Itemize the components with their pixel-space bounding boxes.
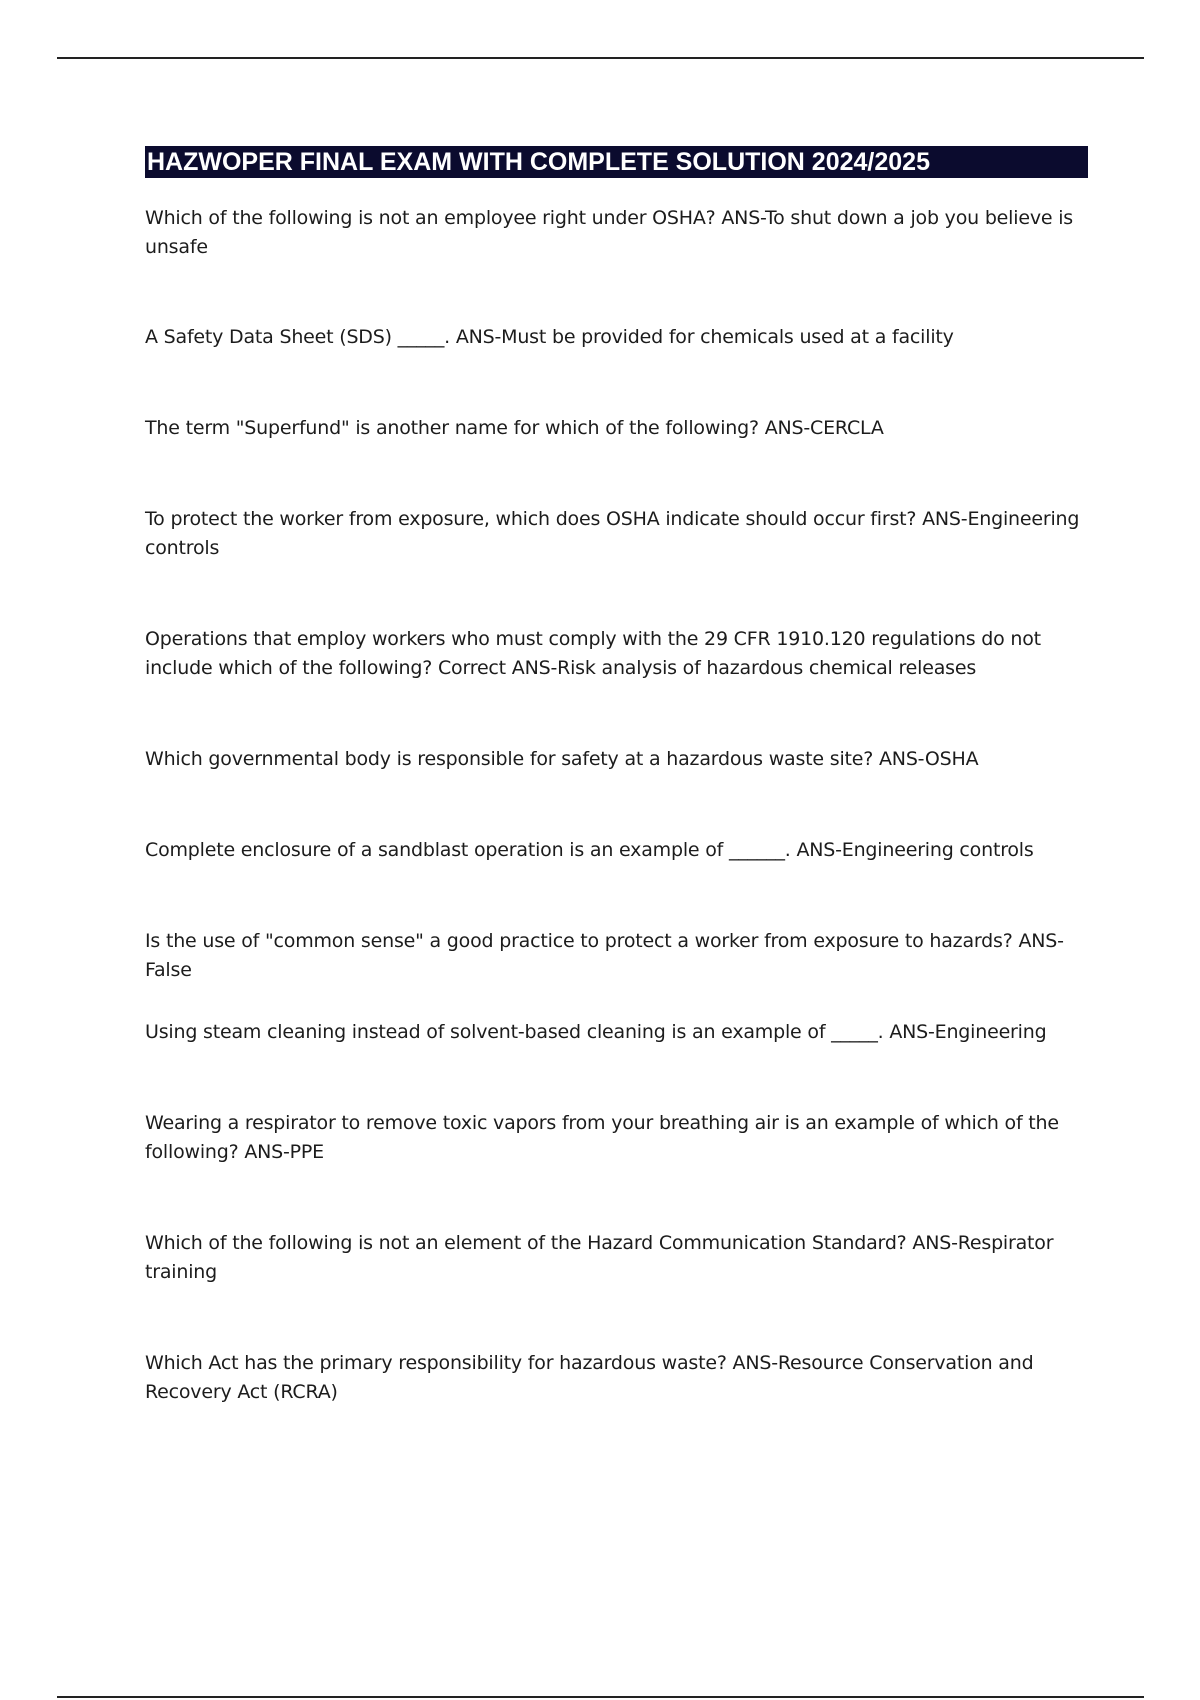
qa-item-5: Operations that employ workers who must comply with the 29 CFR 1910.120 regulations do not include which of the following? Correct ANS-Risk analysis of hazardous chemical releases [145, 628, 1041, 679]
qa-item-4: To protect the worker from exposure, which does OSHA indicate should occur first? ANS-Engineering controls [145, 508, 1080, 559]
qa-item-12: Which Act has the primary responsibility for hazardous waste? ANS-Resource Conservation and Recovery Act (RCRA) [145, 1352, 1034, 1403]
qa-item-2: A Safety Data Sheet (SDS) _____. ANS-Must be provided for chemicals used at a facility [145, 326, 954, 348]
qa-item-6: Which governmental body is responsible for safety at a hazardous waste site? ANS-OSHA [145, 748, 979, 770]
qa-item-3: The term "Superfund" is another name for which of the following? ANS-CERCLA [145, 417, 884, 439]
qa-item-7: Complete enclosure of a sandblast operation is an example of ______. ANS-Engineering controls [145, 839, 1034, 861]
page-bottom-rule [57, 1696, 1144, 1698]
qa-item-8: Is the use of "common sense" a good practice to protect a worker from exposure to hazards? ANS-False [145, 930, 1064, 981]
document-title: HAZWOPER FINAL EXAM WITH COMPLETE SOLUTION 2024/2025 [145, 146, 1088, 178]
qa-item-10: Wearing a respirator to remove toxic vapors from your breathing air is an example of which of the following? ANS-PPE [145, 1112, 1059, 1163]
qa-item-9: Using steam cleaning instead of solvent-based cleaning is an example of _____. ANS-Engineering [145, 1021, 1047, 1043]
qa-item-11: Which of the following is not an element of the Hazard Communication Standard? ANS-Respirator training [145, 1232, 1054, 1283]
qa-item-1: Which of the following is not an employee right under OSHA? ANS-To shut down a job you believe is unsafe [145, 207, 1073, 258]
